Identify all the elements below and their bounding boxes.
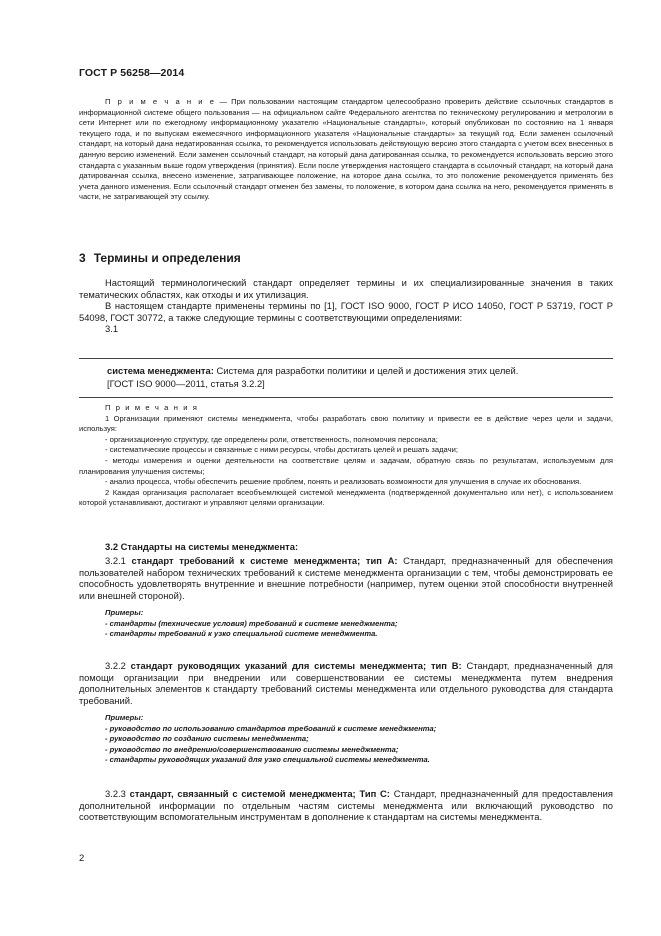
section-title: Термины и определения [93,251,241,265]
term-3-2-1 [79,555,613,640]
examples-label: Примеры: [105,713,144,723]
term-number: 3.2.3 [105,788,126,799]
term-3-2-3 [79,788,613,823]
section-heading [79,251,613,265]
term-number: 3.2.2 [105,660,126,671]
note-item-1: 1 Организации применяют системы менеджмента, чтобы разработать свою политику и привести ее в действие через цели и задачи, используя: [79,413,613,434]
term-name: стандарт, связанный с системой менеджмента; Тип С: [129,788,390,799]
example-item: - руководство по использованию стандартов требований к системе менеджмента; [105,723,437,733]
note-bullet-3: - методы измерения и оценки деятельности на соответствие целям и задачам, обратную связь по результатам, используемым для планирования улучшения системы; [79,455,613,476]
term-definition: Система для разработки политики и целей и достижения этих целей. [213,365,519,376]
reference-note [79,97,613,203]
page-number: 2 [79,853,85,864]
term-number: 3.2.1 [105,555,126,566]
term-name: система менеджмента: [107,365,214,376]
term-name: стандарт требований к системе менеджмента; тип А: [131,555,398,566]
document-header: ГОСТ Р 56258—2014 [79,67,185,79]
section-intro [79,277,613,335]
term-text: Стандарт, предназначенный для обеспечения пользователей набором технических требований к системе менеджмента организации с тем, чтобы демонстрировать ее способность удовлетворять внутренние и внешние потребности (например, путем оценки этой способности внутренней или внешней стороной). [79,555,614,601]
example-item: - руководство по внедрению/совершенствованию системы менеджмента; [105,744,399,754]
notes-label: П р и м е ч а н и я [105,403,199,412]
note-label: П р и м е ч а н и е [105,97,216,106]
example-item: - стандарты руководящих указаний для узко специальной системы менеджмента. [105,755,430,764]
note-item-2: 2 Каждая организация располагает всеобъемлющей системой менеджмента (подтвержденной документально или нет), с использованием которой устанавливают, достигают и управляют целями организации. [79,487,613,508]
subsection-heading: 3.2 Стандарты на системы менеджмента: [105,541,299,552]
section-number: 3 [79,251,86,265]
term-name: стандарт руководящих указаний для системы менеджмента; тип В: [130,660,462,671]
note-text: — При пользовании настоящим стандартом целесообразно проверить действие ссылочных стандартов в информационной системе общего пользования — на официальном сайте Федерального агентства по техническому регулированию и метрологии в сети Интернет или по ежегодному информационному указателю «Национальные стандарты», который опубликован по состоянию на 1 января текущего года, и по выпускам ежемесячного информационного указателя «Национальные стандарты» за текущий год. Если заменен ссылочный стандарт, на который дана недатированная ссылка, то рекомендуется использовать действующую версию этого стандарта с учетом всех внесенных в данную версию изменений. Если заменен ссылочный стандарт, на который дана датированная ссылка, то рекомендуется использовать версию этого стандарта с указанным выше годом утверждения (принятия). Если после утверждения настоящего стандарта в ссылочный стандарт, на который дана датированная ссылка, внесено изменение, затрагивающее положение, на которое дана ссылка, то это положение рекомендуется применять без учета данного изменения. Если ссылочный стандарт отменен без замены, то положение, в котором дана ссылка на него, рекомендуется применять в части, не затрагивающей эту ссылку. [79,97,614,202]
note-bullet-1: - организационную структуру, где определены роли, ответственность, полномочия персонала; [105,434,438,444]
item-number: 3.1 [105,323,119,335]
example-item: - руководство по созданию системы менеджмента; [105,734,309,744]
examples-label: Примеры: [105,608,144,618]
notes-block [79,403,613,509]
term-definition-box [79,358,613,398]
term-text: Стандарт, предназначенный для помощи организации при внедрении или совершенствовании ее системы менеджмента путем внедрения дополнительных элементов к стандарту требований системы менеджмента или отдельного руководства для стандарта требований. [79,660,613,706]
term-3-2-2 [79,660,613,765]
term-source: [ГОСТ ISO 9000—2011, статья 3.2.2] [107,378,265,389]
example-item: - стандарты требований к узко специальной системе менеджмента. [105,629,378,639]
intro-paragraph-2: В настоящем стандарте применены термины по [1], ГОСТ ISO 9000, ГОСТ Р ИСО 14050, ГОСТ Р 53719, ГОСТ Р 54098, ГОСТ 30772, а также следующие термины с соответствующими определениями: [79,300,613,323]
example-item: - стандарты (технические условия) требований к системе менеджмента; [105,618,398,628]
note-bullet-2: - систематические процессы и связанные с ними ресурсы, чтобы достигать целей и решать задачи; [105,445,458,455]
note-bullet-4: - анализ процесса, чтобы обеспечить решение проблем, понять и реализовать возможности для улучшения в случае их обоснования. [105,477,582,487]
term-text: Стандарт, предназначенный для предоставления дополнительной информации по отдельным частям системы менеджмента или включающий руководство по соответствующим вспомогательным инструментам в дополнение к стандартам на системы менеджмента. [79,788,613,823]
intro-paragraph-1: Настоящий терминологический стандарт определяет термины и их специализированные значения в таких тематических областях, как отходы и их утилизация. [79,277,613,300]
